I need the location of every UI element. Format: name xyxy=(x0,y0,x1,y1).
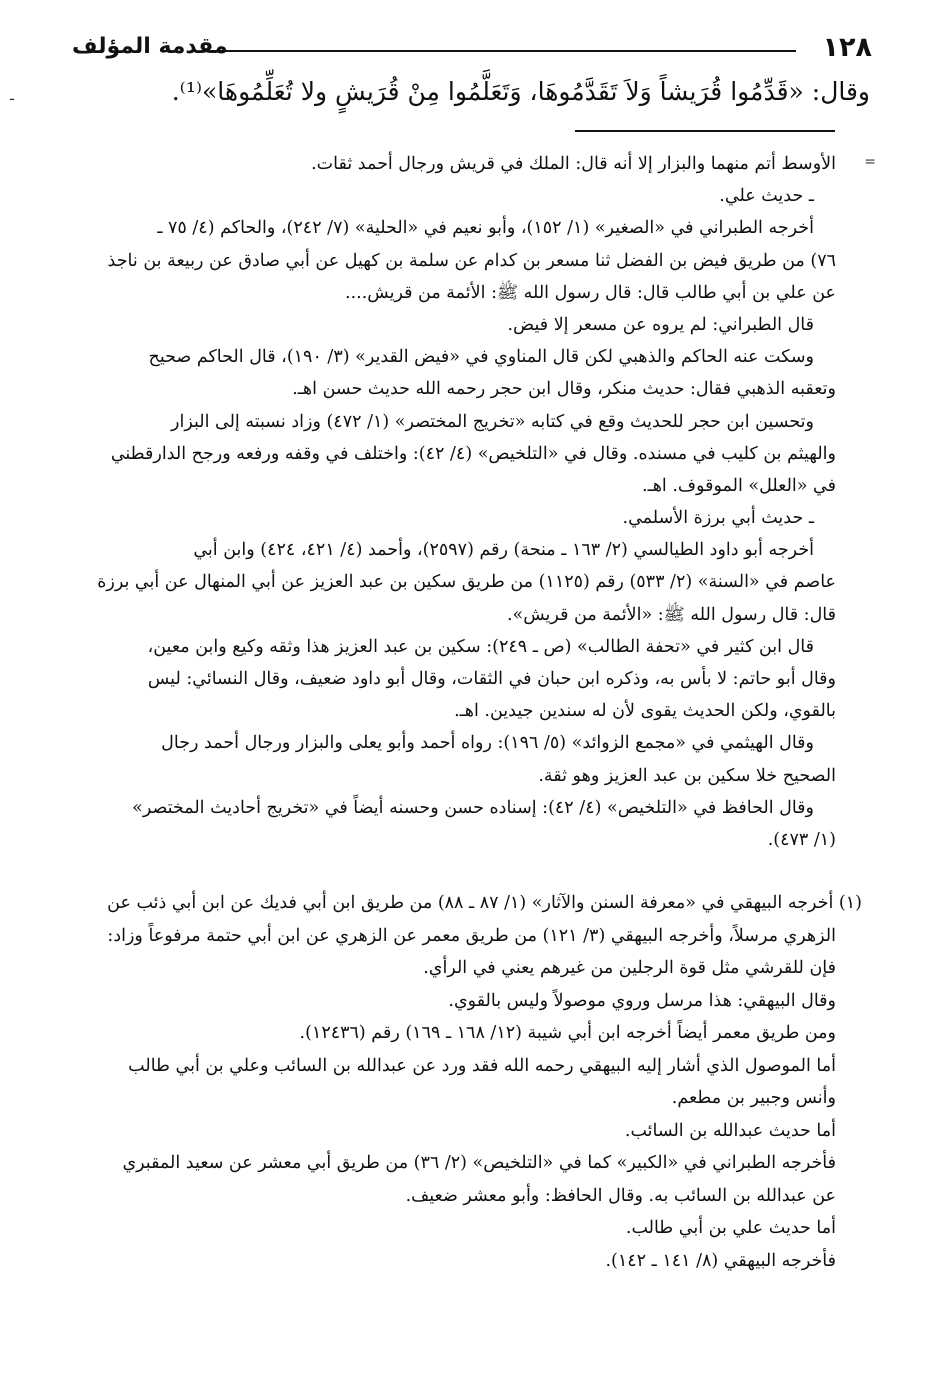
footnote-line: أما حديث عبدالله بن السائب. xyxy=(624,1120,836,1141)
footnote-line: وقال البيهقي: هذا مرسل وروي موصولاً وليس بالقوي. xyxy=(448,990,836,1011)
footnote-line: (١/ ٤٧٣). xyxy=(767,829,836,850)
footnote-line: عن علي بن أبي طالب قال: قال رسول الله ﷺ: الأئمة من قريش.... xyxy=(345,282,836,303)
footnote-line: قال: قال رسول الله ﷺ: «الأئمة من قريش». xyxy=(506,604,836,625)
footnote-line: فأخرجه البيهقي (٨/ ١٤١ ـ ١٤٢). xyxy=(605,1250,836,1271)
footnote-line: والهيثم بن كليب في مسنده. وقال في «التلخيص» (٤/ ٤٢): واختلف في وقفه ورفعه ورجح الدارقطني xyxy=(110,443,836,464)
footnote-line: الأوسط أتم منهما والبزار إلا أنه قال: الملك في قريش ورجال أحمد ثقات. xyxy=(311,154,836,174)
margin-tick: ـ xyxy=(10,88,15,104)
footnote-line: الزهري مرسلاً، وأخرجه البيهقي (٣/ ١٢١) من طريق معمر عن الزهري عن ابن أبي حتمة مرفوعاً وزاد: xyxy=(107,925,836,946)
footnote-line: ٧٦) من طريق فيض بن الفضل ثنا مسعر بن كدام عن سلمة بن كهيل عن أبي صادق عن ربيعة بن ناجذ xyxy=(107,250,836,271)
footnote-line: عن عبدالله بن السائب به. وقال الحافظ: وأبو معشر ضعيف. xyxy=(405,1185,836,1206)
footnote-line: أخرجه أبو داود الطيالسي (٢/ ١٦٣ ـ منحة) رقم (٢٥٩٧)، وأحمد (٤/ ٤٢١، ٤٢٤) وابن أبي xyxy=(193,540,814,561)
footnote-line: أخرجه الطبراني في «الصغير» (١/ ١٥٢)، وأبو نعيم في «الحلية» (٧/ ٢٤٢)، والحاكم (٤/ ٧٥ ـ xyxy=(157,218,814,239)
footnote-line: أما الموصول الذي أشار إليه البيهقي رحمه الله فقد ورد عن عبدالله بن السائب وعلي بن أبي طالب xyxy=(128,1055,836,1076)
footnote-line: وقال الحافظ في «التلخيص» (٤/ ٤٢): إسناده حسن وحسنه أيضاً في «تخريج أحاديث المختصر» xyxy=(132,797,814,818)
footnote-line: فأخرجه الطبراني في «الكبير» كما في «التلخيص» (٢/ ٣٦) من طريق أبي معشر عن سعيد المقبري xyxy=(122,1153,836,1173)
footnote-line: في «العلل» الموقوف. اهـ. xyxy=(642,475,836,496)
section-title: مقدمة المؤلف xyxy=(72,34,228,59)
footnote-line: وتعقبه الذهبي فقال: حديث منكر، وقال ابن حجر رحمه الله حديث حسن اهـ. xyxy=(292,379,836,400)
footnote-line: وسكت عنه الحاكم والذهبي لكن قال المناوي في «فيض القدير» (٣/ ١٩٠)، قال الحاكم صحيح xyxy=(148,347,814,368)
footnote-line: وقال الهيثمي في «مجمع الزوائد» (٥/ ١٩٦): رواه أحمد وأبو يعلى والبزار ورجال أحمد رجال xyxy=(161,733,814,754)
continuation-marker: = xyxy=(864,154,876,170)
footnote-line: وقال أبو حاتم: لا بأس به، وذكره ابن حبان في الثقات، وقال أبو داود ضعيف، وقال النسائي: ليس xyxy=(147,669,836,689)
footnote-line: قال ابن كثير في «تحفة الطالب» (ص ـ ٢٤٩): سكين بن عبد العزيز هذا وثقه وكيع وابن معين، xyxy=(147,636,814,657)
footnote-continued xyxy=(97,148,836,856)
footnote-1 xyxy=(102,887,862,1277)
footnote-line: عاصم في «السنة» (٢/ ٥٣٣) رقم (١١٢٥) من طريق سكين بن عبد العزيز عن أبي المنهال عن أبي برزة xyxy=(97,572,836,593)
header-rule xyxy=(202,50,796,52)
footnote-line: بالقوي، ولكن الحديث يقوى لأن له سندين جيدين. اهـ. xyxy=(454,701,836,722)
footnote-separator xyxy=(575,130,835,132)
footnote-line: أما حديث علي بن أبي طالب. xyxy=(625,1218,836,1238)
footnote-line: قال الطبراني: لم يروه عن مسعر إلا فيض. xyxy=(507,314,814,335)
footnote-line: ـ حديث أبي برزة الأسلمي. xyxy=(622,508,814,529)
footnote-line: وأنس وجبير بن مطعم. xyxy=(671,1088,836,1108)
footnote-line: ومن طريق معمر أيضاً أخرجه ابن أبي شيبة (١٢/ ١٦٨ ـ ١٦٩) رقم (١٢٤٣٦). xyxy=(299,1023,836,1043)
footnote-line: فإن للقرشي مثل قوة الرجلين من غيرهم يعني في الرأي. xyxy=(423,958,836,978)
page-number: ١٢٨ xyxy=(822,32,872,63)
footnote-line: (١) أخرجه البيهقي في «معرفة السنن والآثار» (١/ ٨٧ ـ ٨٨) من طريق ابن أبي فديك عن ابن أبي ذئب عن xyxy=(107,893,862,913)
main-text: وقال: «قَدِّمُوا قُرَيشاً وَلاَ تَقَدَّمُوهَا، وَتَعَلَّمُوا مِنْ قُرَيشٍ ولا تُعَلِّمُوهَا»⁽¹⁾. xyxy=(171,77,870,106)
page-header xyxy=(72,30,872,70)
footnote-line: ـ حديث علي. xyxy=(719,186,814,207)
footnote-line: وتحسين ابن حجر للحديث وقع في كتابه «تخريج المختصر» (١/ ٤٧٢) وزاد نسبته إلى البزار xyxy=(171,411,814,432)
footnote-line: الصحيح خلا سكين بن عبد العزيز وهو ثقة. xyxy=(538,765,836,786)
